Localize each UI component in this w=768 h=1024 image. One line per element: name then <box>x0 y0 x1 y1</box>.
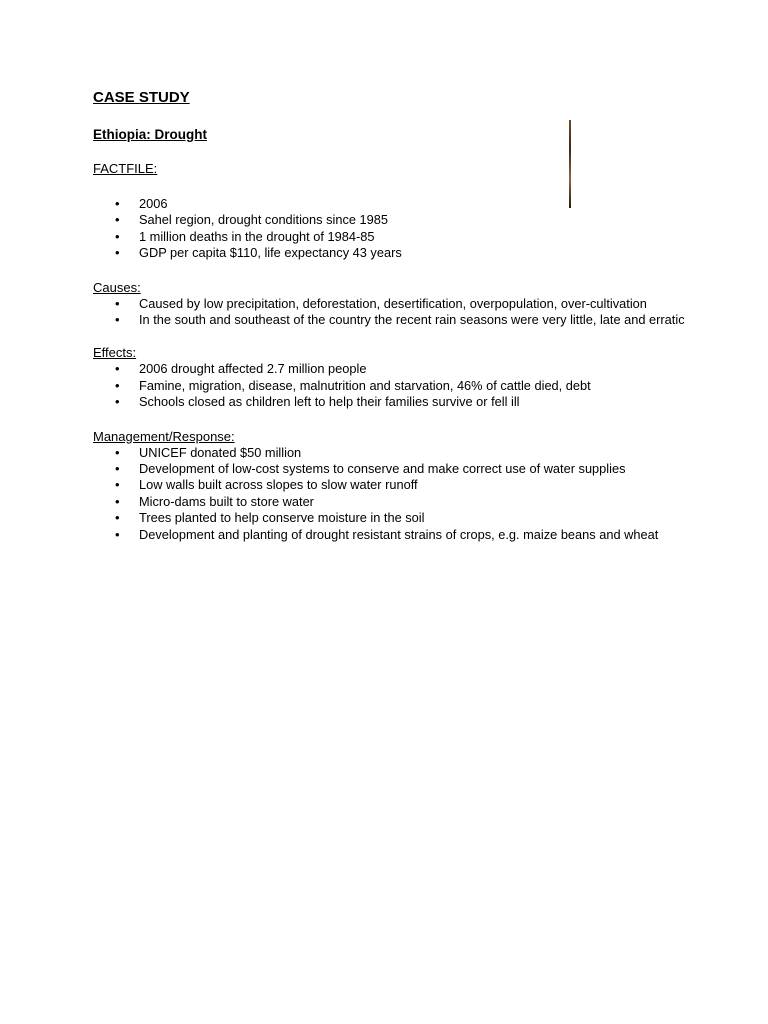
list-item: • Schools closed as children left to help their families survive or fell ill <box>93 394 693 410</box>
factfile-heading: FACTFILE: <box>93 161 158 176</box>
list-item: • Sahel region, drought conditions since 1985 <box>93 212 693 228</box>
list-item: • GDP per capita $110, life expectancy 43 years <box>93 245 693 261</box>
list-item: • In the south and southeast of the country the recent rain seasons were very little, late and erratic <box>93 312 693 328</box>
list-item: • Low walls built across slopes to slow water runoff <box>93 477 693 493</box>
list-item: • Famine, migration, disease, malnutrition and starvation, 46% of cattle died, debt <box>93 378 693 394</box>
list-item: • UNICEF donated $50 million <box>93 445 693 461</box>
document-page <box>93 88 693 543</box>
list-item: • Development and planting of drought resistant strains of crops, e.g. maize beans and wheat <box>93 527 693 543</box>
effects-heading: Effects: <box>93 345 137 361</box>
list-item: • 1 million deaths in the drought of 1984-85 <box>93 229 693 245</box>
list-item: • 2006 <box>93 196 693 212</box>
list-item: • Caused by low precipitation, deforestation, desertification, overpopulation, over-cultivation <box>93 296 693 312</box>
effects-list <box>93 361 693 410</box>
causes-list <box>93 296 693 329</box>
factfile-list <box>93 196 693 262</box>
document-title: CASE STUDY <box>93 89 190 106</box>
list-item: • Micro-dams built to store water <box>93 494 693 510</box>
causes-heading: Causes: <box>93 279 141 295</box>
list-item: • 2006 drought affected 2.7 million people <box>93 361 693 377</box>
management-heading: Management/Response: <box>93 428 235 444</box>
list-item: • Development of low-cost systems to conserve and make correct use of water supplies <box>93 461 693 477</box>
document-subtitle: Ethiopia: Drought <box>93 127 207 142</box>
management-list <box>93 445 693 543</box>
list-item: • Trees planted to help conserve moisture in the soil <box>93 510 693 526</box>
